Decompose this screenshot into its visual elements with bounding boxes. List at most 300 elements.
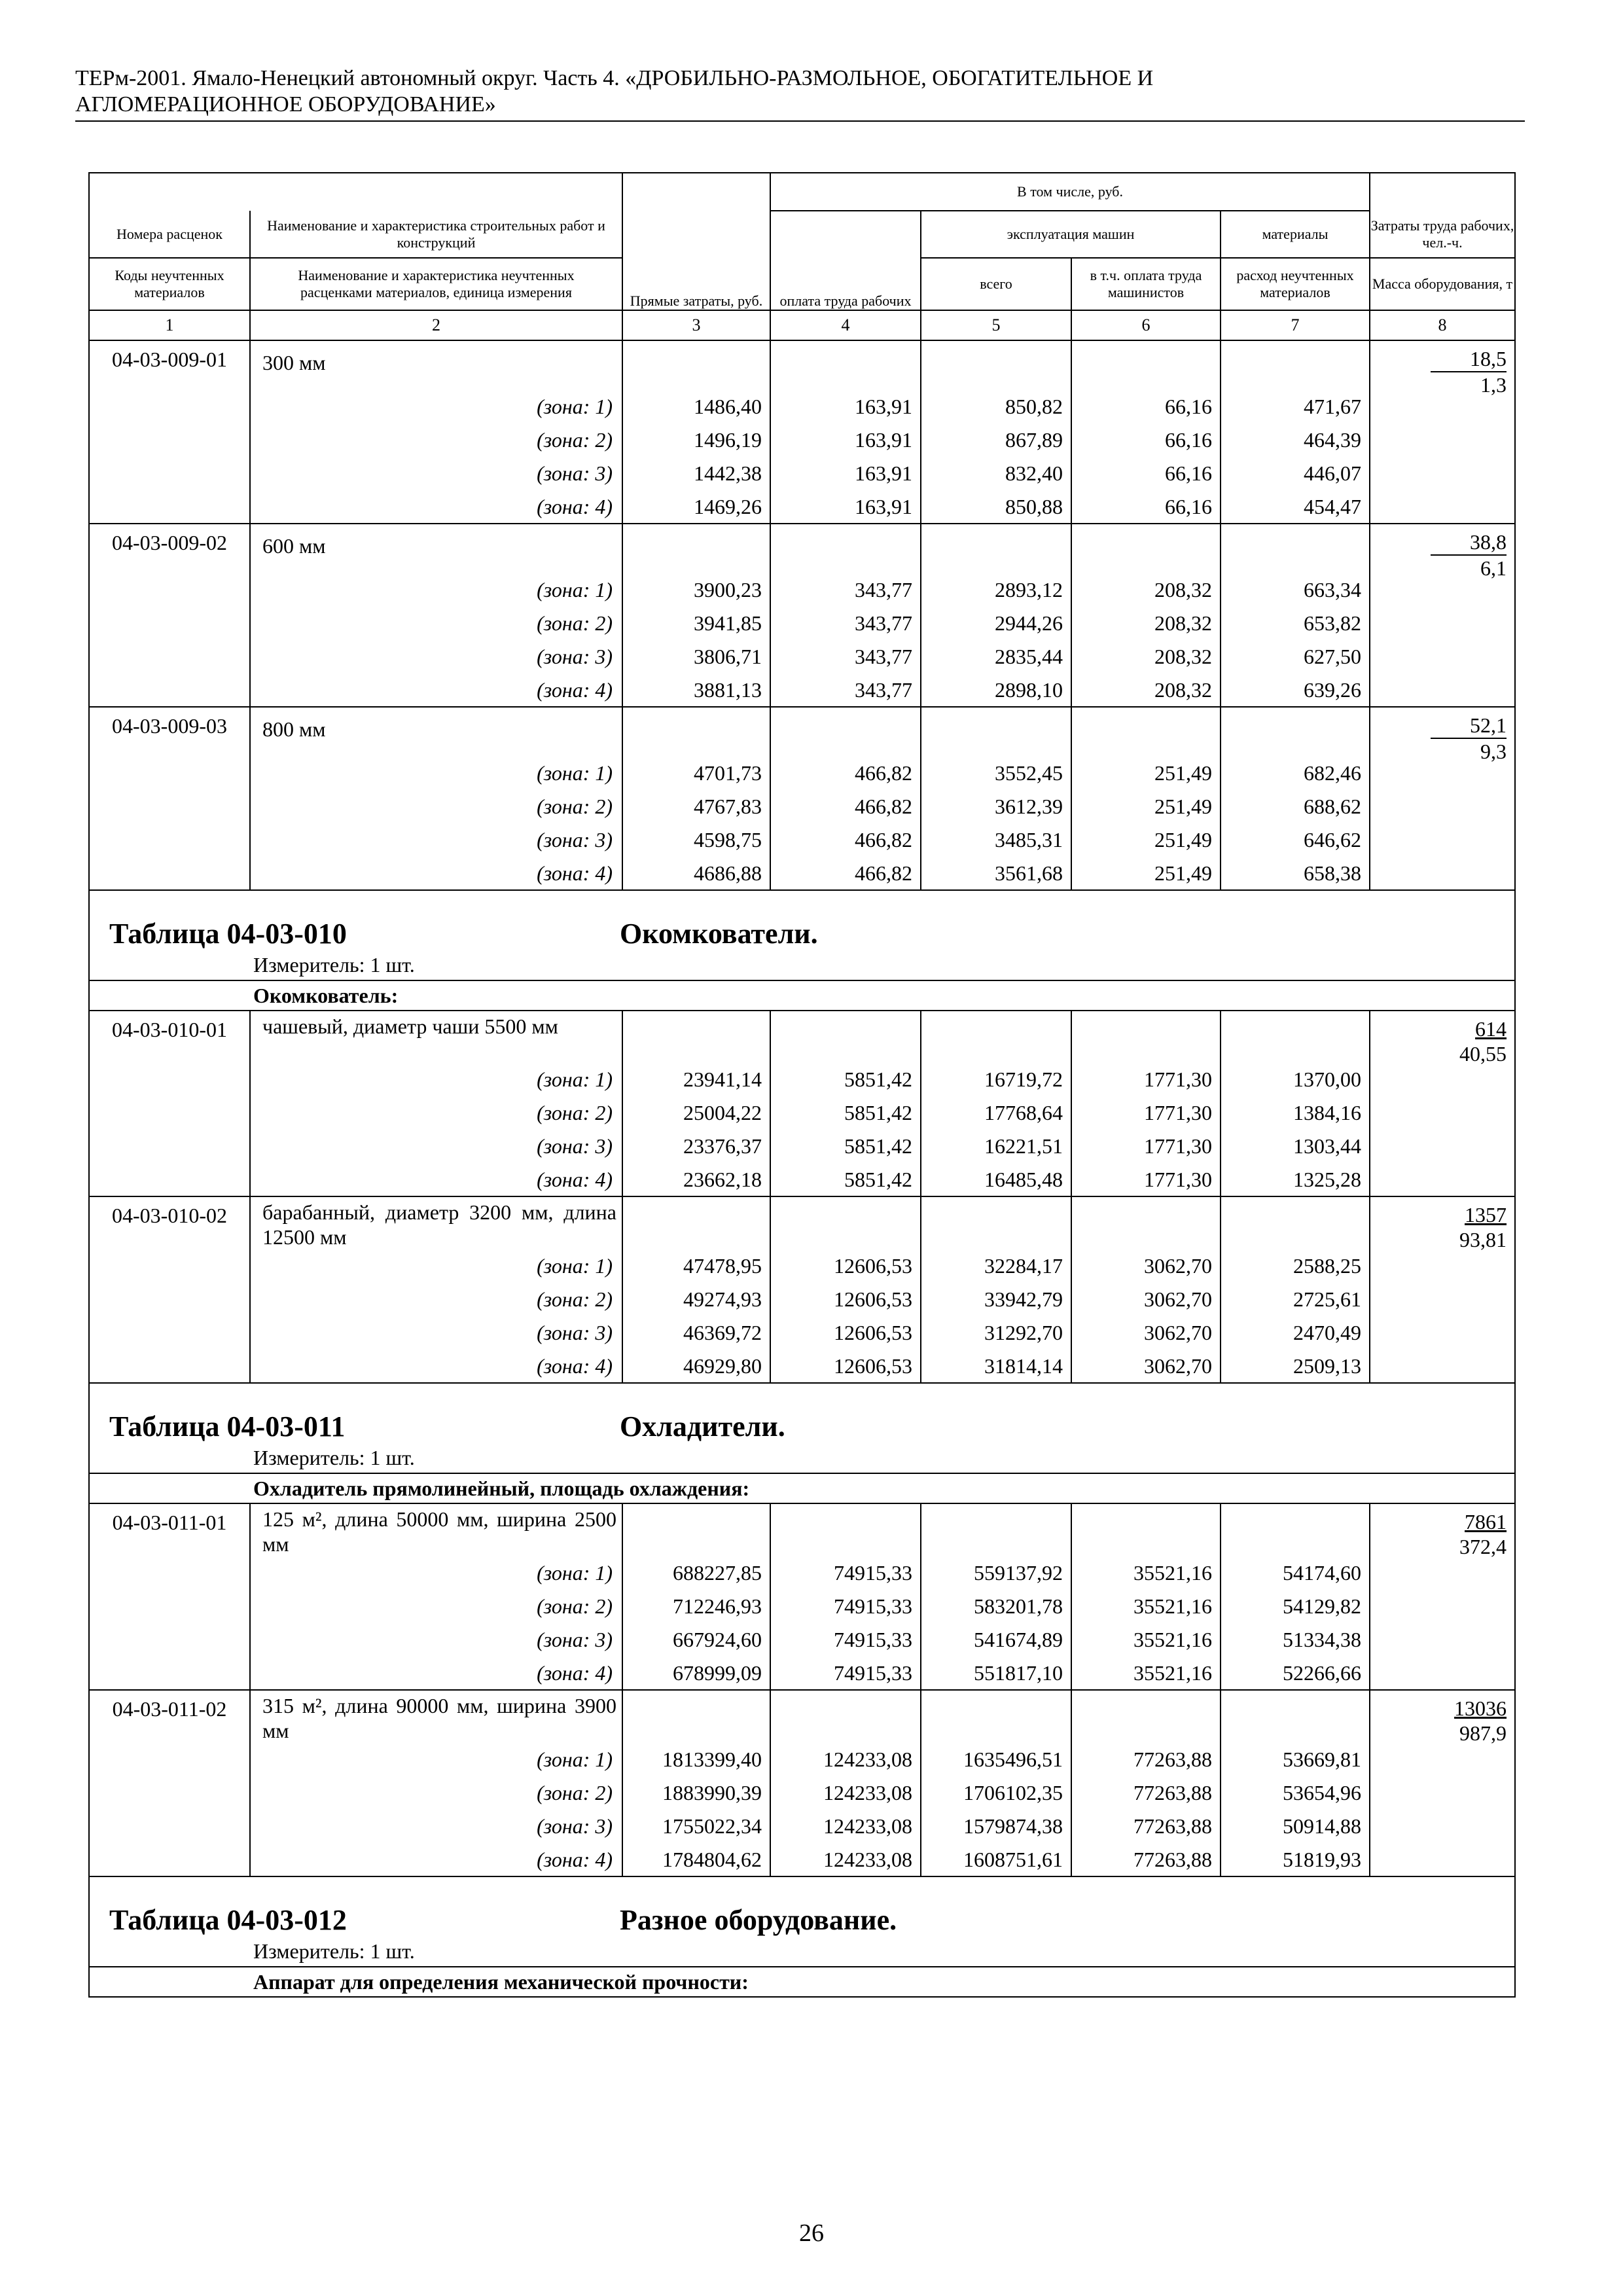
value-cell: 1771,30 [1071, 1163, 1221, 1196]
column-number: 7 [1221, 310, 1370, 340]
value-cell: 163,91 [770, 423, 921, 457]
zone-label: (зона: 1) [250, 573, 622, 607]
value-cell: 4686,88 [622, 857, 770, 890]
value-cell: 53654,96 [1221, 1776, 1370, 1810]
empty-value-cell [921, 340, 1071, 390]
value-cell: 466,82 [770, 857, 921, 890]
value-cell: 208,32 [1071, 573, 1221, 607]
labor-mass-fraction [1431, 529, 1507, 581]
value-cell: 1496,19 [622, 423, 770, 457]
value-cell: 1486,40 [622, 390, 770, 423]
zone-row [89, 1810, 1515, 1843]
value-cell: 1755022,34 [622, 1810, 770, 1843]
value-cell: 31814,14 [921, 1350, 1071, 1383]
empty-value-cell [1221, 1196, 1370, 1249]
zone-row [89, 1096, 1515, 1130]
value-cell: 343,77 [770, 640, 921, 673]
labor-value: 614 [1475, 1017, 1507, 1041]
value-cell: 2509,13 [1221, 1350, 1370, 1383]
empty-value-cell [921, 707, 1071, 757]
column-number: 5 [921, 310, 1071, 340]
value-cell: 77263,88 [1071, 1843, 1221, 1876]
labor-mass-cell [1370, 1011, 1515, 1196]
value-cell: 3881,13 [622, 673, 770, 707]
value-cell: 559137,92 [921, 1556, 1071, 1590]
value-cell: 124233,08 [770, 1843, 921, 1876]
empty-value-cell [622, 1690, 770, 1743]
empty-value-cell [1221, 1011, 1370, 1063]
value-cell: 17768,64 [921, 1096, 1071, 1130]
value-cell: 464,39 [1221, 423, 1370, 457]
labor-mass-cell [1370, 524, 1515, 707]
column-number: 3 [622, 310, 770, 340]
zone-label: (зона: 2) [250, 790, 622, 823]
value-cell: 1813399,40 [622, 1743, 770, 1776]
labor-mass-cell [1370, 340, 1515, 524]
zone-row [89, 1063, 1515, 1096]
value-cell: 2470,49 [1221, 1316, 1370, 1350]
header-rate-no: Номера расценок [89, 211, 250, 258]
table-010-title-line [90, 904, 1514, 950]
zone-label: (зона: 4) [250, 490, 622, 524]
value-cell: 12606,53 [770, 1249, 921, 1283]
value-cell: 1706102,35 [921, 1776, 1071, 1810]
header-wages: оплата труда рабочих [770, 211, 921, 310]
zone-row [89, 823, 1515, 857]
header-materials: материалы [1221, 211, 1370, 258]
zone-row [89, 1776, 1515, 1810]
header-numbers-row [89, 310, 1515, 340]
value-cell: 46929,80 [622, 1350, 770, 1383]
header-labor: Затраты труда рабочих, чел.-ч. [1370, 211, 1515, 258]
value-cell: 32284,17 [921, 1249, 1071, 1283]
zone-label: (зона: 3) [250, 640, 622, 673]
value-cell: 50914,88 [1221, 1810, 1370, 1843]
header-labor-spacer [1370, 173, 1515, 211]
value-cell: 5851,42 [770, 1096, 921, 1130]
value-cell: 343,77 [770, 573, 921, 607]
rate-name: барабанный, диаметр 3200 мм, длина 12500 мм [250, 1196, 622, 1249]
zone-label: (зона: 1) [250, 1063, 622, 1096]
value-cell: 4767,83 [622, 790, 770, 823]
rate-row [89, 1011, 1515, 1063]
empty-value-cell [1071, 340, 1221, 390]
zone-label: (зона: 1) [250, 1743, 622, 1776]
zone-label: (зона: 3) [250, 1316, 622, 1350]
zone-label: (зона: 1) [250, 390, 622, 423]
value-cell: 16485,48 [921, 1163, 1071, 1196]
zone-label: (зона: 3) [250, 457, 622, 490]
header-line-2: АГЛОМЕРАЦИОННОЕ ОБОРУДОВАНИЕ» [75, 92, 496, 117]
value-cell: 77263,88 [1071, 1776, 1221, 1810]
zone-label: (зона: 3) [250, 823, 622, 857]
empty-value-cell [770, 1503, 921, 1556]
value-cell: 52266,66 [1221, 1657, 1370, 1690]
table-012-section: Аппарат для определения механической прочности: [89, 1967, 1515, 1997]
empty-value-cell [1221, 524, 1370, 573]
zone-row [89, 607, 1515, 640]
zone-label: (зона: 3) [250, 1130, 622, 1163]
zone-label: (зона: 1) [250, 757, 622, 790]
zone-row [89, 1316, 1515, 1350]
value-cell: 1579874,38 [921, 1810, 1071, 1843]
zone-row [89, 457, 1515, 490]
value-cell: 46369,72 [622, 1316, 770, 1350]
empty-value-cell [622, 1011, 770, 1063]
rate-row [89, 1196, 1515, 1249]
value-cell: 1784804,62 [622, 1843, 770, 1876]
value-cell: 832,40 [921, 457, 1071, 490]
value-cell: 74915,33 [770, 1556, 921, 1590]
value-cell: 471,67 [1221, 390, 1370, 423]
zone-row [89, 1249, 1515, 1283]
table-011-title: Таблица 04-03-011 [109, 1410, 346, 1443]
labor-value: 38,8 [1431, 529, 1507, 556]
table-012-measure-row [89, 1937, 1515, 1967]
value-cell: 23941,14 [622, 1063, 770, 1096]
value-cell: 4598,75 [622, 823, 770, 857]
rate-name: 300 мм [250, 340, 622, 390]
value-cell: 124233,08 [770, 1810, 921, 1843]
header-row-2 [89, 211, 1515, 258]
zone-row [89, 1843, 1515, 1876]
labor-mass-fraction [1454, 1696, 1507, 1746]
mass-value: 987,9 [1459, 1721, 1507, 1745]
value-cell: 35521,16 [1071, 1556, 1221, 1590]
value-cell: 343,77 [770, 673, 921, 707]
labor-mass-fraction [1431, 713, 1507, 764]
value-cell: 163,91 [770, 490, 921, 524]
value-cell: 5851,42 [770, 1063, 921, 1096]
value-cell: 1370,00 [1221, 1063, 1370, 1096]
table-011-title-row [89, 1383, 1515, 1443]
value-cell: 251,49 [1071, 790, 1221, 823]
value-cell: 466,82 [770, 790, 921, 823]
rates-table [88, 172, 1516, 1998]
value-cell: 343,77 [770, 607, 921, 640]
value-cell: 208,32 [1071, 640, 1221, 673]
value-cell: 639,26 [1221, 673, 1370, 707]
value-cell: 66,16 [1071, 423, 1221, 457]
value-cell: 49274,93 [622, 1283, 770, 1316]
labor-mass-cell [1370, 1690, 1515, 1876]
value-cell: 12606,53 [770, 1283, 921, 1316]
empty-value-cell [1071, 524, 1221, 573]
rate-row [89, 1503, 1515, 1556]
value-cell: 74915,33 [770, 1623, 921, 1657]
zone-label: (зона: 4) [250, 1843, 622, 1876]
value-cell: 446,07 [1221, 457, 1370, 490]
empty-value-cell [770, 1196, 921, 1249]
header-mat-names: Наименование и характеристика неучтенных расценками материалов, единица измерения [250, 258, 622, 310]
document-header [75, 65, 1515, 118]
value-cell: 23376,37 [622, 1130, 770, 1163]
zone-label: (зона: 2) [250, 1776, 622, 1810]
rate-code: 04-03-009-01 [89, 340, 250, 524]
rate-row [89, 1690, 1515, 1743]
value-cell: 251,49 [1071, 823, 1221, 857]
value-cell: 35521,16 [1071, 1623, 1221, 1657]
value-cell: 1384,16 [1221, 1096, 1370, 1130]
empty-value-cell [1221, 1503, 1370, 1556]
empty-value-cell [770, 1011, 921, 1063]
rate-code: 04-03-009-03 [89, 707, 250, 890]
value-cell: 54174,60 [1221, 1556, 1370, 1590]
value-cell: 51334,38 [1221, 1623, 1370, 1657]
zone-row [89, 390, 1515, 423]
table-010-measure-row [89, 950, 1515, 980]
value-cell: 678999,09 [622, 1657, 770, 1690]
value-cell: 627,50 [1221, 640, 1370, 673]
empty-value-cell [1221, 1690, 1370, 1743]
value-cell: 1771,30 [1071, 1130, 1221, 1163]
rate-code: 04-03-011-02 [89, 1690, 250, 1876]
value-cell: 1771,30 [1071, 1063, 1221, 1096]
value-cell: 712246,93 [622, 1590, 770, 1623]
rate-name: 315 м², длина 90000 мм, ширина 3900 мм [250, 1690, 622, 1743]
value-cell: 31292,70 [921, 1316, 1071, 1350]
value-cell: 54129,82 [1221, 1590, 1370, 1623]
table-012-title-row [89, 1876, 1515, 1937]
value-cell: 454,47 [1221, 490, 1370, 524]
rates-table-frame [88, 172, 1514, 1998]
value-cell: 251,49 [1071, 757, 1221, 790]
value-cell: 2725,61 [1221, 1283, 1370, 1316]
value-cell: 3552,45 [921, 757, 1071, 790]
value-cell: 3806,71 [622, 640, 770, 673]
empty-value-cell [622, 1503, 770, 1556]
value-cell: 5851,42 [770, 1163, 921, 1196]
value-cell: 3062,70 [1071, 1316, 1221, 1350]
value-cell: 1469,26 [622, 490, 770, 524]
header-direct: Прямые затраты, руб. [622, 211, 770, 310]
mass-value: 40,55 [1459, 1042, 1507, 1066]
value-cell: 850,82 [921, 390, 1071, 423]
empty-value-cell [1071, 1503, 1221, 1556]
empty-value-cell [770, 707, 921, 757]
column-number: 8 [1370, 310, 1515, 340]
value-cell: 1608751,61 [921, 1843, 1071, 1876]
empty-value-cell [1221, 707, 1370, 757]
empty-value-cell [770, 524, 921, 573]
value-cell: 867,89 [921, 423, 1071, 457]
zone-label: (зона: 4) [250, 1350, 622, 1383]
zone-row [89, 640, 1515, 673]
value-cell: 1325,28 [1221, 1163, 1370, 1196]
zone-row [89, 1623, 1515, 1657]
labor-value: 1357 [1465, 1203, 1507, 1227]
value-cell: 66,16 [1071, 457, 1221, 490]
labor-value: 18,5 [1431, 346, 1507, 372]
value-cell: 667924,60 [622, 1623, 770, 1657]
labor-value: 7861 [1465, 1510, 1507, 1534]
value-cell: 163,91 [770, 457, 921, 490]
value-cell: 653,82 [1221, 607, 1370, 640]
zone-label: (зона: 1) [250, 1249, 622, 1283]
labor-mass-fraction [1459, 1016, 1507, 1066]
table-012-title: Таблица 04-03-012 [109, 1904, 347, 1936]
zone-row [89, 1350, 1515, 1383]
column-number: 4 [770, 310, 921, 340]
zone-label: (зона: 2) [250, 607, 622, 640]
value-cell: 1442,38 [622, 457, 770, 490]
zone-row [89, 573, 1515, 607]
value-cell: 77263,88 [1071, 1810, 1221, 1843]
value-cell: 2944,26 [921, 607, 1071, 640]
header-name-char: Наименование и характеристика строительных работ и конструкций [250, 211, 622, 258]
column-number: 2 [250, 310, 622, 340]
value-cell: 3612,39 [921, 790, 1071, 823]
value-cell: 12606,53 [770, 1350, 921, 1383]
zone-label: (зона: 3) [250, 1623, 622, 1657]
value-cell: 3941,85 [622, 607, 770, 640]
value-cell: 208,32 [1071, 673, 1221, 707]
empty-value-cell [770, 340, 921, 390]
column-number: 1 [89, 310, 250, 340]
empty-value-cell [622, 1196, 770, 1249]
value-cell: 1883990,39 [622, 1776, 770, 1810]
empty-value-cell [622, 707, 770, 757]
value-cell: 16221,51 [921, 1130, 1071, 1163]
zone-row [89, 790, 1515, 823]
labor-mass-cell [1370, 707, 1515, 890]
empty-value-cell [1071, 1196, 1221, 1249]
empty-value-cell [1221, 340, 1370, 390]
value-cell: 1303,44 [1221, 1130, 1370, 1163]
table-011-measure-row [89, 1443, 1515, 1473]
rate-code: 04-03-010-01 [89, 1011, 250, 1196]
empty-value-cell [921, 524, 1071, 573]
table-010-measure: Измеритель: 1 шт. [89, 950, 1515, 980]
column-number: 6 [1071, 310, 1221, 340]
empty-value-cell [770, 1690, 921, 1743]
zone-row [89, 1556, 1515, 1590]
value-cell: 74915,33 [770, 1657, 921, 1690]
rate-name: 125 м², длина 50000 мм, ширина 2500 мм [250, 1503, 622, 1556]
table-011-title-line [90, 1397, 1514, 1443]
labor-mass-fraction [1459, 1202, 1507, 1252]
header-mat-codes: Коды неучтенных материалов [89, 258, 250, 310]
value-cell: 53669,81 [1221, 1743, 1370, 1776]
value-cell: 163,91 [770, 390, 921, 423]
value-cell: 33942,79 [921, 1283, 1071, 1316]
value-cell: 551817,10 [921, 1657, 1071, 1690]
rate-row [89, 524, 1515, 573]
value-cell: 4701,73 [622, 757, 770, 790]
zone-label: (зона: 4) [250, 1163, 622, 1196]
value-cell: 51819,93 [1221, 1843, 1370, 1876]
rate-code: 04-03-009-02 [89, 524, 250, 707]
table-012-section-row [89, 1967, 1515, 1997]
value-cell: 3062,70 [1071, 1350, 1221, 1383]
value-cell: 2588,25 [1221, 1249, 1370, 1283]
value-cell: 3561,68 [921, 857, 1071, 890]
rate-row [89, 340, 1515, 390]
value-cell: 682,46 [1221, 757, 1370, 790]
zone-row [89, 1743, 1515, 1776]
mass-value: 1,3 [1480, 373, 1507, 397]
mass-value: 93,81 [1459, 1228, 1507, 1251]
value-cell: 3485,31 [921, 823, 1071, 857]
header-direct-spacer [622, 173, 770, 211]
rate-row [89, 707, 1515, 757]
zone-row [89, 757, 1515, 790]
value-cell: 583201,78 [921, 1590, 1071, 1623]
value-cell: 77263,88 [1071, 1743, 1221, 1776]
value-cell: 5851,42 [770, 1130, 921, 1163]
value-cell: 208,32 [1071, 607, 1221, 640]
rate-name: 600 мм [250, 524, 622, 573]
empty-value-cell [1071, 1011, 1221, 1063]
value-cell: 251,49 [1071, 857, 1221, 890]
table-011-measure: Измеритель: 1 шт. [89, 1443, 1515, 1473]
zone-row [89, 1657, 1515, 1690]
labor-mass-fraction [1431, 346, 1507, 397]
rate-name: 800 мм [250, 707, 622, 757]
table-012-title-line [90, 1890, 1514, 1937]
value-cell: 2893,12 [921, 573, 1071, 607]
value-cell: 3062,70 [1071, 1283, 1221, 1316]
empty-value-cell [1071, 707, 1221, 757]
header-row-1 [89, 173, 1515, 211]
value-cell: 850,88 [921, 490, 1071, 524]
value-cell: 35521,16 [1071, 1590, 1221, 1623]
table-011-title-cell [89, 1383, 1515, 1443]
empty-value-cell [1071, 1690, 1221, 1743]
value-cell: 466,82 [770, 757, 921, 790]
table-011-section-row [89, 1473, 1515, 1503]
zone-row [89, 673, 1515, 707]
mass-value: 372,4 [1459, 1535, 1507, 1558]
value-cell: 466,82 [770, 823, 921, 857]
table-010-title: Таблица 04-03-010 [109, 918, 347, 950]
zone-label: (зона: 4) [250, 673, 622, 707]
table-011-subject: Охладители. [620, 1410, 785, 1443]
value-cell: 688227,85 [622, 1556, 770, 1590]
value-cell: 47478,95 [622, 1249, 770, 1283]
empty-value-cell [921, 1011, 1071, 1063]
empty-value-cell [921, 1503, 1071, 1556]
table-010-section-row [89, 980, 1515, 1011]
zone-label: (зона: 1) [250, 1556, 622, 1590]
value-cell: 1635496,51 [921, 1743, 1071, 1776]
zone-label: (зона: 2) [250, 1283, 622, 1316]
value-cell: 541674,89 [921, 1623, 1071, 1657]
labor-mass-cell [1370, 1503, 1515, 1690]
empty-value-cell [921, 1196, 1071, 1249]
value-cell: 3900,23 [622, 573, 770, 607]
header-driver-wages: в т.ч. оплата труда машинистов [1071, 258, 1221, 310]
value-cell: 663,34 [1221, 573, 1370, 607]
zone-row [89, 490, 1515, 524]
empty-value-cell [921, 1690, 1071, 1743]
header-spacer [89, 173, 622, 211]
value-cell: 35521,16 [1071, 1657, 1221, 1690]
zone-row [89, 857, 1515, 890]
value-cell: 2835,44 [921, 640, 1071, 673]
labor-mass-fraction [1459, 1509, 1507, 1559]
zone-label: (зона: 2) [250, 1096, 622, 1130]
value-cell: 66,16 [1071, 390, 1221, 423]
labor-value: 52,1 [1431, 713, 1507, 739]
value-cell: 66,16 [1071, 490, 1221, 524]
empty-value-cell [622, 340, 770, 390]
table-012-subject: Разное оборудование. [620, 1904, 897, 1936]
value-cell: 12606,53 [770, 1316, 921, 1350]
labor-value: 13036 [1454, 1696, 1507, 1720]
header-line-1: ТЕРм-2001. Ямало-Ненецкий автономный округ. Часть 4. «ДРОБИЛЬНО-РАЗМОЛЬНОЕ, ОБОГАТИТЕЛЬНОЕ И [75, 66, 1154, 90]
value-cell: 658,38 [1221, 857, 1370, 890]
